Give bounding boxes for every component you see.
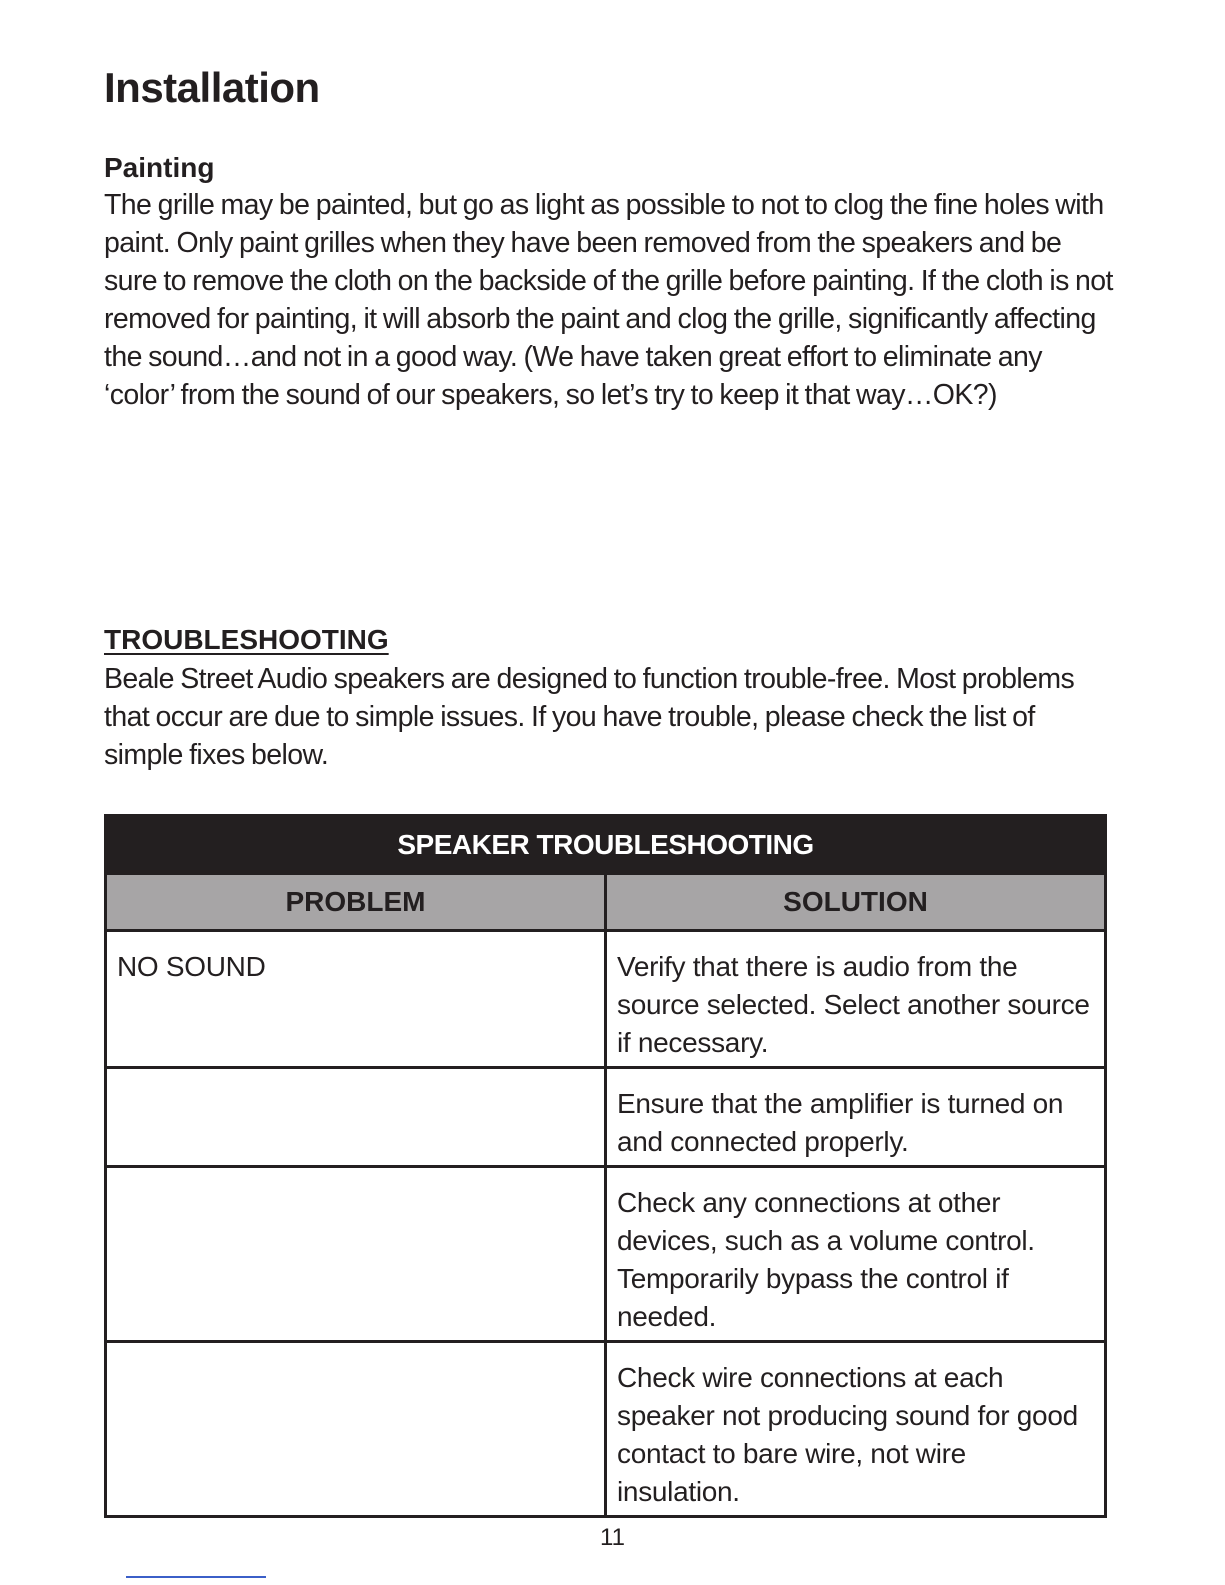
painting-paragraph: The grille may be painted, but go as light as possible to not to clog the fine holes with paint. Only paint grilles when they have been removed from the speakers and be sure to remove the cloth on the backside of the grille before painting. If the cloth is not removed for painting, it will absorb the paint and clog the grille, significantly affecting the sound…and not in a good way. (We have taken great effort to eliminate any ‘color’ from the sound of our speakers, so let’s try to keep it that way…OK?) — [104, 189, 1113, 411]
troubleshooting-paragraph: Beale Street Audio speakers are designed to function trouble-free. Most problems that occur are due to simple issues. If you have trouble, please check the list of simple fixes below. — [104, 663, 1075, 771]
troubleshooting-heading: TROUBLESHOOTING — [104, 624, 389, 655]
solution-cell: Ensure that the amplifier is turned on and connected properly. — [606, 1068, 1106, 1167]
page-number: 11 — [600, 1524, 625, 1551]
solution-cell: Verify that there is audio from the source selected. Select another source if necessary. — [606, 931, 1106, 1068]
page-title: Installation — [104, 64, 320, 111]
problem-cell — [106, 1342, 606, 1517]
table-row — [106, 931, 1106, 1068]
footer-link-underline — [126, 1576, 266, 1578]
table-caption: SPEAKER TROUBLESHOOTING — [106, 816, 1106, 874]
problem-cell — [106, 1167, 606, 1342]
problem-column-header: PROBLEM — [106, 874, 606, 931]
troubleshooting-table — [104, 814, 1107, 1518]
table-row — [106, 1068, 1106, 1167]
solution-column-header: SOLUTION — [606, 874, 1106, 931]
table-row — [106, 1342, 1106, 1517]
painting-heading: Painting — [104, 152, 215, 183]
table-row — [106, 1167, 1106, 1342]
problem-cell: NO SOUND — [106, 931, 606, 1068]
problem-cell — [106, 1068, 606, 1167]
solution-cell: Check any connections at other devices, such as a volume control. Temporarily bypass the control if needed. — [606, 1167, 1106, 1342]
solution-cell: Check wire connections at each speaker not producing sound for good contact to bare wire, not wire insulation. — [606, 1342, 1106, 1517]
